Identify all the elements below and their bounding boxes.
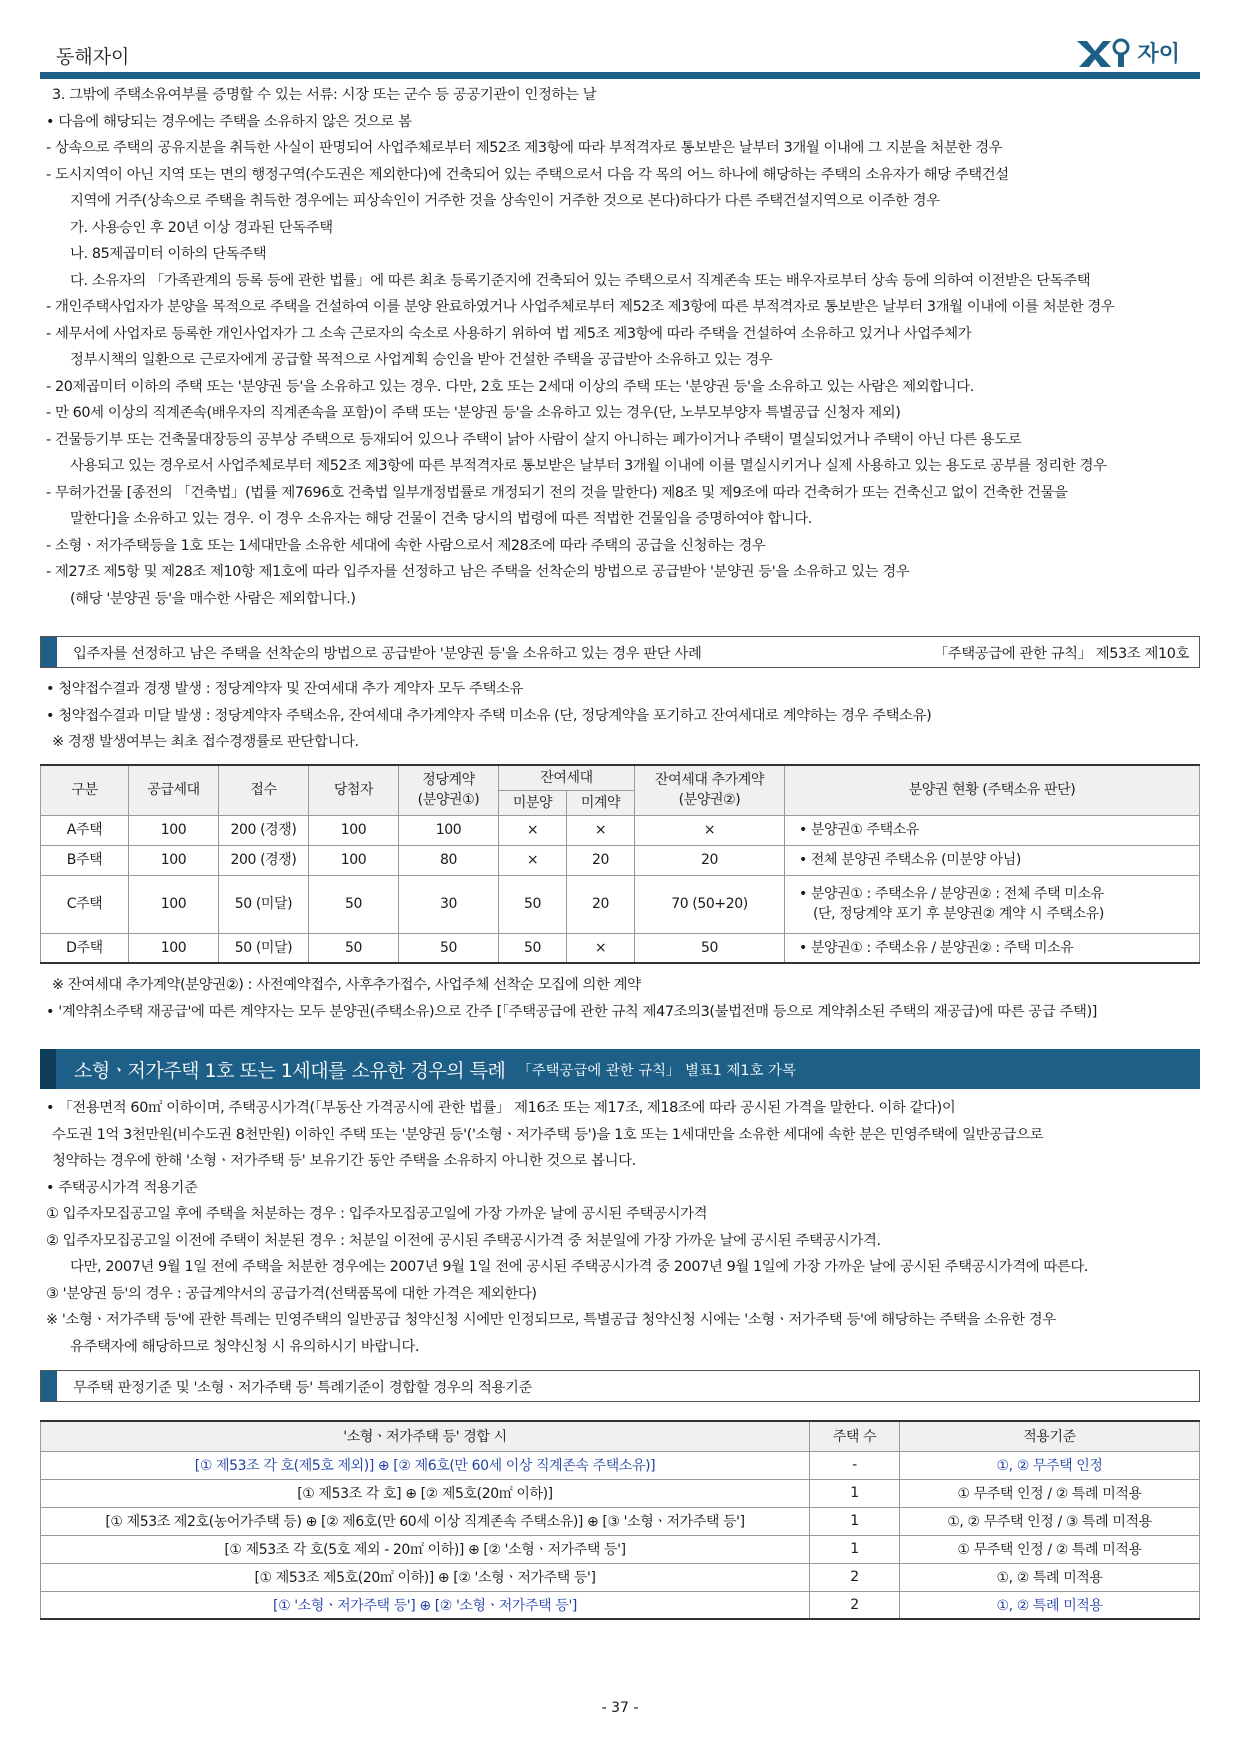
col-status: 분양권 현황 (주택소유 판단) xyxy=(785,765,1200,816)
cell-apply: 200 (경쟁) xyxy=(219,815,309,845)
text-line: ③ '분양권 등'의 경우 : 공급계약서의 공급가격(선택품목에 대한 가격은 제외한다) xyxy=(46,1285,537,1302)
text-line: 지역에 거주(상속으로 주택을 취득한 경우에는 피상속인이 거주한 것을 상속인이 거주한 것으로 본다)하다가 다른 주택건설지역으로 이주한 경우 xyxy=(70,193,940,209)
criteria-table xyxy=(40,1420,1200,1620)
cell-unsold: × xyxy=(499,845,567,875)
text-line: - 상속으로 주택의 공유지분을 취득한 사실이 판명되어 사업주체로부터 제52조 제3항에 따라 부적격자로 통보받은 날부터 3개월 이내에 그 지분을 처분한 경우 xyxy=(46,140,1003,156)
col-winners: 당첨자 xyxy=(309,765,399,816)
text-line: - 세무서에 사업자로 등록한 개인사업자가 그 소속 근로자의 숙소로 사용하기 위하여 법 제5조 제3항에 따라 주택을 건설하여 소유하고 있거나 사업주체가 xyxy=(46,325,972,342)
cell-supply: 100 xyxy=(129,875,219,933)
cell-type: A주택 xyxy=(41,815,129,845)
text-line: ※ '소형ㆍ저가주택 등'에 관한 특례는 민영주택의 일반공급 청약신청 시에만 인정되므로, 특별공급 청약신청 시에는 '소형ㆍ저가주택 등'에 해당하는 주택을 소유한 경우 xyxy=(46,1312,1056,1328)
text-line: 정부시책의 일환으로 근로자에게 공급할 목적으로 사업계획 승인을 받아 건설한 주택을 공급받아 소유하고 있는 경우 xyxy=(70,352,773,368)
table-row xyxy=(41,1507,1200,1535)
cell-extra: × xyxy=(635,815,785,845)
section-accent xyxy=(40,1049,56,1089)
cell-uncontracted: 20 xyxy=(567,845,635,875)
cell-extra: 20 xyxy=(635,845,785,875)
ownership-case-table xyxy=(40,764,1200,965)
table-row xyxy=(41,1563,1200,1591)
page-number: - 37 - xyxy=(601,1700,639,1716)
xi-logo-icon xyxy=(1073,35,1135,69)
text-line: • 청약접수결과 경쟁 발생 : 정당계약자 및 잔여세대 추가 계약자 모두 주택소유 xyxy=(46,681,523,697)
text-line: ② 입주자모집공고일 이전에 주택이 처분된 경우 : 처분일 이전에 공시된 주택공시가격 중 처분일에 가장 가까운 날에 공시된 주택공시가격. xyxy=(46,1232,881,1249)
cell-supply: 100 xyxy=(129,845,219,875)
cell-regular: 100 xyxy=(399,815,499,845)
case-box-reference: 「주택공급에 관한 규칙」 제53조 제10호 xyxy=(933,645,1189,662)
cell-count: 2 xyxy=(810,1591,900,1619)
cell-apply: 50 (미달) xyxy=(219,875,309,933)
cell-apply: 50 (미달) xyxy=(219,933,309,963)
cell-supply: 100 xyxy=(129,815,219,845)
cell-count: - xyxy=(810,1451,900,1479)
text-line: - 무허가건물 [종전의 「건축법」(법률 제7696호 건축법 일부개정법률로 개정되기 전의 것을 말한다) 제8조 및 제9조에 따라 건축허가 또는 건축신고 없이 건축한 건물을 xyxy=(46,484,1068,501)
cell-uncontracted: × xyxy=(567,933,635,963)
text-line: 말한다]을 소유하고 있는 경우. 이 경우 소유자는 해당 건물이 건축 당시의 법령에 따른 적법한 건물임을 증명하여야 합니다. xyxy=(70,511,812,527)
col-regular-line2: (분양권①) xyxy=(417,792,480,808)
cell-case: [① 제53조 각 호(제5호 제외)] ⊕ [② 제6호(만 60세 이상 직계존속 주택소유)] xyxy=(41,1451,810,1479)
cell-winners: 50 xyxy=(309,933,399,963)
col-regular-line1: 정당계약 xyxy=(422,772,475,788)
cell-status xyxy=(785,845,1200,875)
text-line: 다만, 2007년 9월 1일 전에 주택을 처분한 경우에는 2007년 9월 1일 전에 공시된 주택공시가격 중 2007년 9월 1일에 가장 가까운 날에 공시된 주택공시가격에 따른다. xyxy=(70,1259,1089,1275)
case-box-title: 입주자를 선정하고 남은 주택을 선착순의 방법으로 공급받아 '분양권 등'을 소유하고 있는 경우 판단 사례 xyxy=(73,645,702,662)
col-uncontracted: 미계약 xyxy=(567,790,635,815)
col-type: 구분 xyxy=(41,765,129,816)
cell-type: B주택 xyxy=(41,845,129,875)
cell-unsold: 50 xyxy=(499,875,567,933)
section-title: 소형ㆍ저가주택 1호 또는 1세대를 소유한 경우의 특례 xyxy=(74,1059,506,1082)
cell-type: D주택 xyxy=(41,933,129,963)
document-title: 동해자이 xyxy=(56,46,130,68)
section-header-small-low-price xyxy=(40,1049,1200,1089)
cell-case: [① '소형ㆍ저가주택 등'] ⊕ [② '소형ㆍ저가주택 등'] xyxy=(41,1591,810,1619)
cell-winners: 100 xyxy=(309,815,399,845)
col-extra xyxy=(635,765,785,816)
col-supply: 공급세대 xyxy=(129,765,219,816)
cell-uncontracted: 20 xyxy=(567,875,635,933)
text-line: • 주택공시가격 적용기준 xyxy=(46,1179,198,1196)
table-row xyxy=(41,1479,1200,1507)
text-line: - 소형ㆍ저가주택등을 1호 또는 1세대만을 소유한 세대에 속한 사람으로서 제28조에 따라 주택의 공급을 신청하는 경우 xyxy=(46,537,766,554)
table-row xyxy=(41,1591,1200,1619)
text-line: ※ 잔여세대 추가계약(분양권②) : 사전예약접수, 사후추가접수, 사업주체 선착순 모집에 의한 계약 xyxy=(52,977,641,993)
cell-extra: 50 xyxy=(635,933,785,963)
cell-winners: 100 xyxy=(309,845,399,875)
text-line: - 만 60세 이상의 직계존속(배우자의 직계존속을 포함)이 주택 또는 '분양권 등'을 소유하고 있는 경우(단, 노부모부양자 특별공급 신청자 제외) xyxy=(46,405,901,421)
text-line: 수도권 1억 3천만원(비수도권 8천만원) 이하인 주택 또는 '분양권 등'('소형ㆍ저가주택 등')을 1호 또는 1세대만을 소유한 세대에 속한 분은 민영주택에 일반공급으로 xyxy=(52,1126,1044,1143)
col-rule: 적용기준 xyxy=(900,1421,1200,1451)
criteria-box-title: 무주택 판정기준 및 '소형ㆍ저가주택 등' 특례기준이 경합할 경우의 적용기준 xyxy=(73,1379,533,1396)
page-header xyxy=(40,30,1200,78)
col-unsold: 미분양 xyxy=(499,790,567,815)
cell-unsold: × xyxy=(499,815,567,845)
cell-extra: 70 (50+20) xyxy=(635,875,785,933)
cell-rule: ①, ② 특례 미적용 xyxy=(900,1591,1200,1619)
cell-status-line1: • 분양권① : 주택소유 / 분양권② : 주택 미소유 xyxy=(799,939,1074,956)
cell-case: [① 제53조 각 호(5호 제외 - 20㎡ 이하)] ⊕ [② '소형ㆍ저가주택 등'] xyxy=(41,1535,810,1563)
cell-rule: ① 무주택 인정 / ② 특례 미적용 xyxy=(900,1479,1200,1507)
table-row xyxy=(41,815,1200,845)
col-count: 주택 수 xyxy=(810,1421,900,1451)
cell-regular: 50 xyxy=(399,933,499,963)
cell-count: 1 xyxy=(810,1479,900,1507)
text-line: 사용되고 있는 경우로서 사업주체로부터 제52조 제3항에 따른 부적격자로 통보받은 날부터 3개월 이내에 이를 멸실시키거나 실제 사용하고 있는 용도로 공부를 정리한 경우 xyxy=(70,458,1107,474)
logo-text: 자이 xyxy=(1137,41,1180,67)
text-line: 청약하는 경우에 한해 '소형ㆍ저가주택 등' 보유기간 동안 주택을 소유하지 아니한 것으로 봅니다. xyxy=(52,1153,636,1169)
cell-type: C주택 xyxy=(41,875,129,933)
text-line: 나. 85제곱미터 이하의 단독주택 xyxy=(70,246,267,262)
text-line: (해당 '분양권 등'을 매수한 사람은 제외합니다.) xyxy=(70,590,356,607)
xi-logo xyxy=(1073,32,1180,72)
text-line: 다. 소유자의 「가족관계의 등록 등에 관한 법률」에 따른 최초 등록기준지에 건축되어 있는 주택으로서 직계존속 또는 배우자로부터 상속 등에 의하여 이전받은 단독주택 xyxy=(70,272,1091,289)
text-line: • '계약취소주택 재공급'에 따른 계약자는 모두 분양권(주택소유)으로 간주 [「주택공급에 관한 규칙 제47조의3(불법전매 등으로 계약취소된 주택의 재공급)에 따른 공급 주택)] xyxy=(46,1003,1097,1020)
cell-count: 1 xyxy=(810,1535,900,1563)
text-line: - 건물등기부 또는 건축물대장등의 공부상 주택으로 등재되어 있으나 주택이 낡아 사람이 살지 아니하는 폐가이거나 주택이 멸실되었거나 주택이 아닌 다른 용도로 xyxy=(46,431,1022,448)
cell-regular: 30 xyxy=(399,875,499,933)
cell-status-line1: • 분양권① 주택소유 xyxy=(799,822,919,838)
cell-apply: 200 (경쟁) xyxy=(219,845,309,875)
page-content xyxy=(40,82,1200,1620)
cell-status xyxy=(785,815,1200,845)
cell-uncontracted: × xyxy=(567,815,635,845)
col-extra-line1: 잔여세대 추가계약 xyxy=(654,772,765,788)
cell-supply: 100 xyxy=(129,933,219,963)
text-line: - 제27조 제5항 및 제28조 제10항 제1호에 따라 입주자를 선정하고 남은 주택을 선착순의 방법으로 공급받아 '분양권 등'을 소유하고 있는 경우 xyxy=(46,564,910,580)
criteria-box-header xyxy=(40,1370,1200,1402)
cell-rule: ①, ② 무주택 인정 xyxy=(900,1451,1200,1479)
text-line: 3. 그밖에 주택소유여부를 증명할 수 있는 서류: 시장 또는 군수 등 공공기관이 인정하는 날 xyxy=(52,87,597,103)
text-line: - 도시지역이 아닌 지역 또는 면의 행정구역(수도권은 제외한다)에 건축되어 있는 주택으로서 다음 각 목의 어느 하나에 해당하는 주택의 소유자가 해당 주택건설 xyxy=(46,166,1009,183)
text-line: • 「전용면적 60㎡ 이하이며, 주택공시가격(「부동산 가격공시에 관한 법률」 제16조 또는 제17조, 제18조에 따라 공시된 가격을 말한다. 이하 같다)이 xyxy=(46,1100,956,1116)
col-remaining: 잔여세대 xyxy=(499,765,635,791)
cell-case: [① 제53조 제5호(20㎡ 이하)] ⊕ [② '소형ㆍ저가주택 등'] xyxy=(41,1563,810,1591)
cell-case: [① 제53조 제2호(농어가주택 등) ⊕ [② 제6호(만 60세 이상 직계존속 주택소유)] ⊕ [③ '소형ㆍ저가주택 등'] xyxy=(41,1507,810,1535)
cell-rule: ①, ② 특례 미적용 xyxy=(900,1563,1200,1591)
cell-unsold: 50 xyxy=(499,933,567,963)
text-line: - 개인주택사업자가 분양을 목적으로 주택을 건설하여 이를 분양 완료하였거나 사업주체로부터 제52조 제3항에 따른 부적격자로 통보받은 날부터 3개월 이내에 이를 처분한 경우 xyxy=(46,299,1115,315)
table-row xyxy=(41,1535,1200,1563)
table-row xyxy=(41,1451,1200,1479)
text-line: • 청약접수결과 미달 발생 : 정당계약자 주택소유, 잔여세대 추가계약자 주택 미소유 (단, 정당계약을 포기하고 잔여세대로 계약하는 경우 주택소유) xyxy=(46,707,932,724)
cell-status-line2: (단, 정당계약 포기 후 분양권② 계약 시 주택소유) xyxy=(813,906,1104,922)
table-row xyxy=(41,845,1200,875)
cell-count: 2 xyxy=(810,1563,900,1591)
text-line: - 20제곱미터 이하의 주택 또는 '분양권 등'을 소유하고 있는 경우. 다만, 2호 또는 2세대 이상의 주택 또는 '분양권 등'을 소유하고 있는 사람은 제외합니다. xyxy=(46,378,974,395)
cell-status-line1: • 분양권① : 주택소유 / 분양권② : 전체 주택 미소유 xyxy=(799,886,1104,902)
text-line: ① 입주자모집공고일 후에 주택을 처분하는 경우 : 입주자모집공고일에 가장 가까운 날에 공시된 주택공시가격 xyxy=(46,1206,708,1222)
col-regular xyxy=(399,765,499,816)
text-line: 유주택자에 해당하므로 청약신청 시 유의하시기 바랍니다. xyxy=(70,1338,420,1355)
cell-rule: ① 무주택 인정 / ② 특례 미적용 xyxy=(900,1535,1200,1563)
table-row xyxy=(41,875,1200,933)
cell-status xyxy=(785,875,1200,933)
case-box-header xyxy=(40,636,1200,668)
text-line: 가. 사용승인 후 20년 이상 경과된 단독주택 xyxy=(70,219,333,236)
box-accent xyxy=(41,637,57,667)
cell-status xyxy=(785,933,1200,963)
cell-winners: 50 xyxy=(309,875,399,933)
cell-regular: 80 xyxy=(399,845,499,875)
text-line: ※ 경쟁 발생여부는 최초 접수경쟁률로 판단합니다. xyxy=(52,734,359,750)
cell-status-line1: • 전체 분양권 주택소유 (미분양 아님) xyxy=(799,852,1021,868)
section-reference: 「주택공급에 관한 규칙」 별표1 제1호 가목 xyxy=(517,1062,796,1079)
col-extra-line2: (분양권②) xyxy=(678,792,741,808)
header-rule xyxy=(40,72,1200,79)
cell-rule: ①, ② 무주택 인정 / ③ 특례 미적용 xyxy=(900,1507,1200,1535)
table-row xyxy=(41,933,1200,963)
col-case: '소형ㆍ저가주택 등' 경합 시 xyxy=(41,1421,810,1451)
col-apply: 접수 xyxy=(219,765,309,816)
text-line: • 다음에 해당되는 경우에는 주택을 소유하지 않은 것으로 봄 xyxy=(46,113,412,130)
box-accent xyxy=(41,1371,57,1401)
cell-count: 1 xyxy=(810,1507,900,1535)
cell-case: [① 제53조 각 호] ⊕ [② 제5호(20㎡ 이하)] xyxy=(41,1479,810,1507)
